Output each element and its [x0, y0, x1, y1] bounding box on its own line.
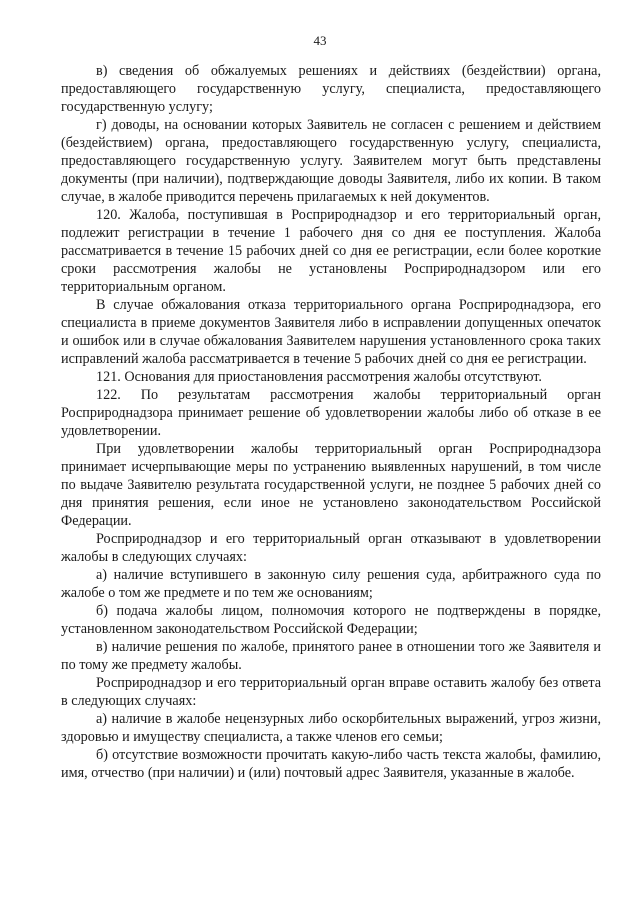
page-body — [61, 62, 601, 782]
paragraph-no-answer-case-b: б) отсутствие возможности прочитать какую-либо часть текста жалобы, фамилию, имя, отчество (при наличии) и (или) почтовый адрес Заявителя, указанные в жалобе. — [61, 747, 601, 781]
paragraph-no-answer-case-a: а) наличие в жалобе нецензурных либо оскорбительных выражений, угроз жизни, здоровью и имуществу специалиста, а также членов его семьи; — [61, 711, 601, 745]
paragraph-121: 121. Основания для приостановления рассмотрения жалобы отсутствуют. — [96, 369, 542, 385]
paragraph-item-g: г) доводы, на основании которых Заявитель не согласен с решением и действием (бездействием) органа, предоставляющего государственную услугу, специалиста, предоставляющего государственную услугу. Заявителем могут быть представлены документы (при наличии), подтверждающие доводы Заявителя, либо их копии. В таком случае, в жалобе приводится перечень прилагаемых к ней документов. — [61, 117, 601, 205]
paragraph-item-v: в) сведения об обжалуемых решениях и действиях (бездействии) органа, предоставляющего государственную услугу, специалиста, предоставляющего государственную услугу; — [61, 63, 601, 115]
paragraph-120: 120. Жалоба, поступившая в Росприроднадзор и его территориальный орган, подлежит регистрации в течение 1 рабочего дня со дня ее поступления. Жалоба рассматривается в течение 15 рабочих дней со дня ее регистрации, если более короткие сроки рассмотрения жалобы не установлены Росприроднадзором или его территориальным органом. — [61, 207, 601, 295]
paragraph-appeal-refusal: В случае обжалования отказа территориального органа Росприроднадзора, его специалиста в приеме документов Заявителя либо в исправлении допущенных опечаток и ошибок или в случае обжалования Заявителем нарушения установленного срока таких исправлений жалоба рассматривается в течение 5 рабочих дней со дня ее регистрации. — [61, 297, 601, 367]
page-number: 43 — [313, 33, 327, 48]
paragraph-122: 122. По результатам рассмотрения жалобы территориальный орган Росприроднадзора принимает решение об удовлетворении жалобы либо об отказе в ее удовлетворении. — [61, 387, 601, 439]
paragraph-no-answer-intro: Росприроднадзор и его территориальный орган вправе оставить жалобу без ответа в следующих случаях: — [61, 675, 601, 709]
paragraph-refusal-case-v: в) наличие решения по жалобе, принятого ранее в отношении того же Заявителя и по тому же предмету жалобы. — [61, 639, 601, 673]
paragraph-refusal-case-b: б) подача жалобы лицом, полномочия которого не подтверждены в порядке, установленном законодательством Российской Федерации; — [61, 603, 601, 637]
paragraph-satisfaction-measures: При удовлетворении жалобы территориальный орган Росприроднадзора принимает исчерпывающие меры по устранению выявленных нарушений, в том числе по выдаче Заявителю результата государственной услуги, не позднее 5 рабочих дней со дня принятия решения, если иное не установлено законодательством Российской Федерации. — [61, 441, 601, 529]
paragraph-refusal-case-a: а) наличие вступившего в законную силу решения суда, арбитражного суда по жалобе о том же предмете и по тем же основаниям; — [61, 567, 601, 601]
paragraph-refusal-cases-intro: Росприроднадзор и его территориальный орган отказывают в удовлетворении жалобы в следующих случаях: — [61, 531, 601, 565]
